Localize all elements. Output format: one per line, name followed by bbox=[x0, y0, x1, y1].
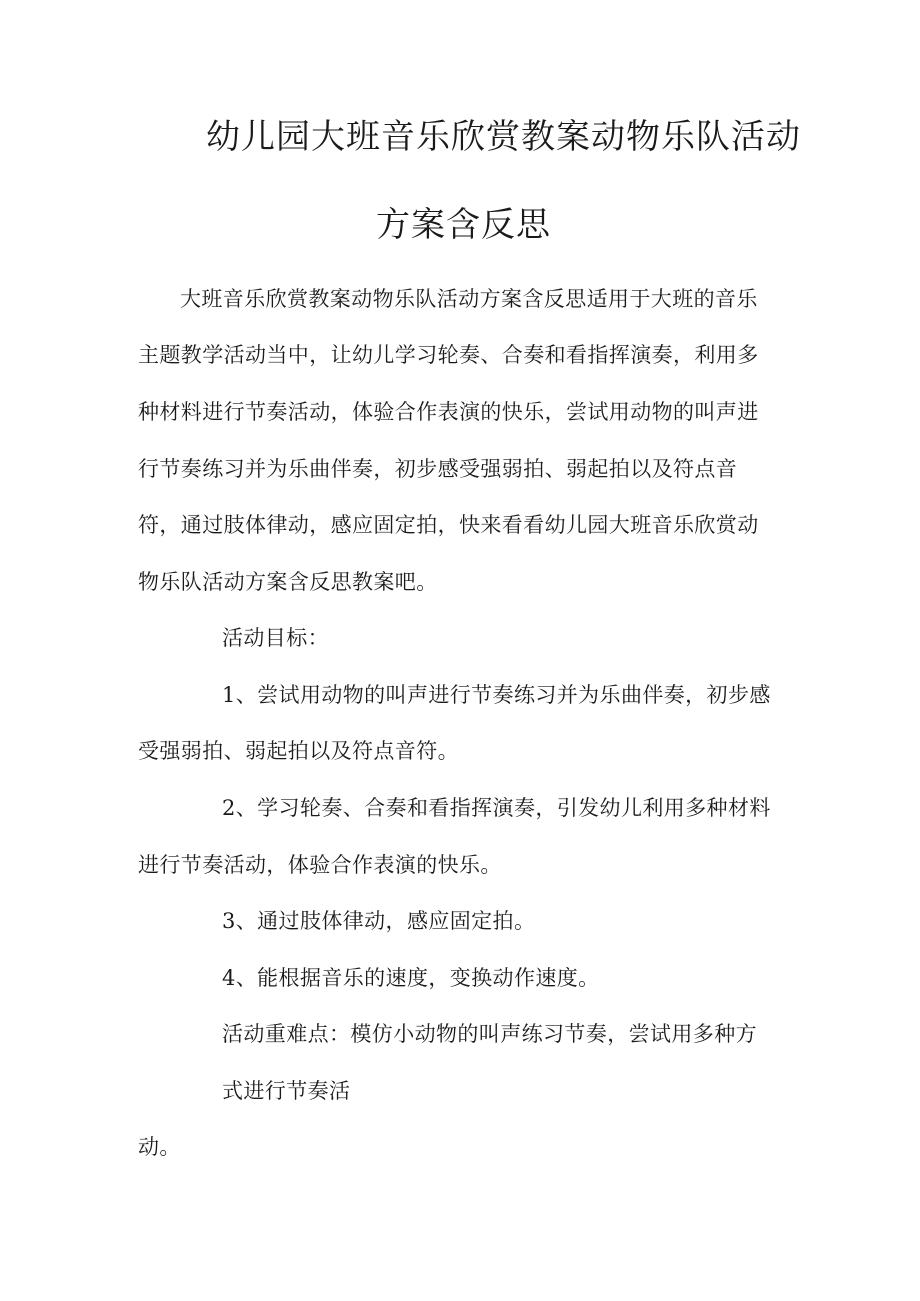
intro-line-1: 大班音乐欣赏教案动物乐队活动方案含反思适用于大班的音乐 bbox=[180, 287, 758, 311]
key-points-line-3: 动。 bbox=[138, 1135, 181, 1159]
page-title-line-2: 方案含反思 bbox=[376, 205, 551, 245]
intro-line-2: 主题教学活动当中，让幼儿学习轮奏、合奏和看指挥演奏，利用多 bbox=[138, 343, 759, 367]
intro-line-3: 种材料进行节奏活动，体验合作表演的快乐，尝试用动物的叫声进 bbox=[138, 400, 759, 424]
goal-2-line-1: 2、学习轮奏、合奏和看指挥演奏，引发幼儿利用多种材料 bbox=[222, 796, 771, 820]
page-title-line-1: 幼儿园大班音乐欣赏教案动物乐队活动 bbox=[206, 117, 801, 157]
goal-item-4: 4、能根据音乐的速度，变换动作速度。 bbox=[222, 966, 600, 990]
intro-line-6: 物乐队活动方案含反思教案吧。 bbox=[138, 570, 438, 594]
goal-1-line-1: 1、尝试用动物的叫声进行节奏练习并为乐曲伴奏，初步感 bbox=[222, 683, 771, 707]
goals-heading: 活动目标： bbox=[222, 626, 329, 650]
key-points-line-1: 活动重难点：模仿小动物的叫声练习节奏，尝试用多种方 bbox=[222, 1022, 757, 1046]
intro-line-5: 符，通过肢体律动，感应固定拍，快来看看幼儿园大班音乐欣赏动 bbox=[138, 513, 759, 537]
goal-item-3: 3、通过肢体律动，感应固定拍。 bbox=[222, 909, 536, 933]
key-points-line-2: 式进行节奏活 bbox=[222, 1079, 351, 1103]
goal-2-line-2: 进行节奏活动，体验合作表演的快乐。 bbox=[138, 853, 502, 877]
goal-1-line-2: 受强弱拍、弱起拍以及符点音符。 bbox=[138, 739, 459, 763]
intro-line-4: 行节奏练习并为乐曲伴奏，初步感受强弱拍、弱起拍以及符点音 bbox=[138, 457, 738, 481]
